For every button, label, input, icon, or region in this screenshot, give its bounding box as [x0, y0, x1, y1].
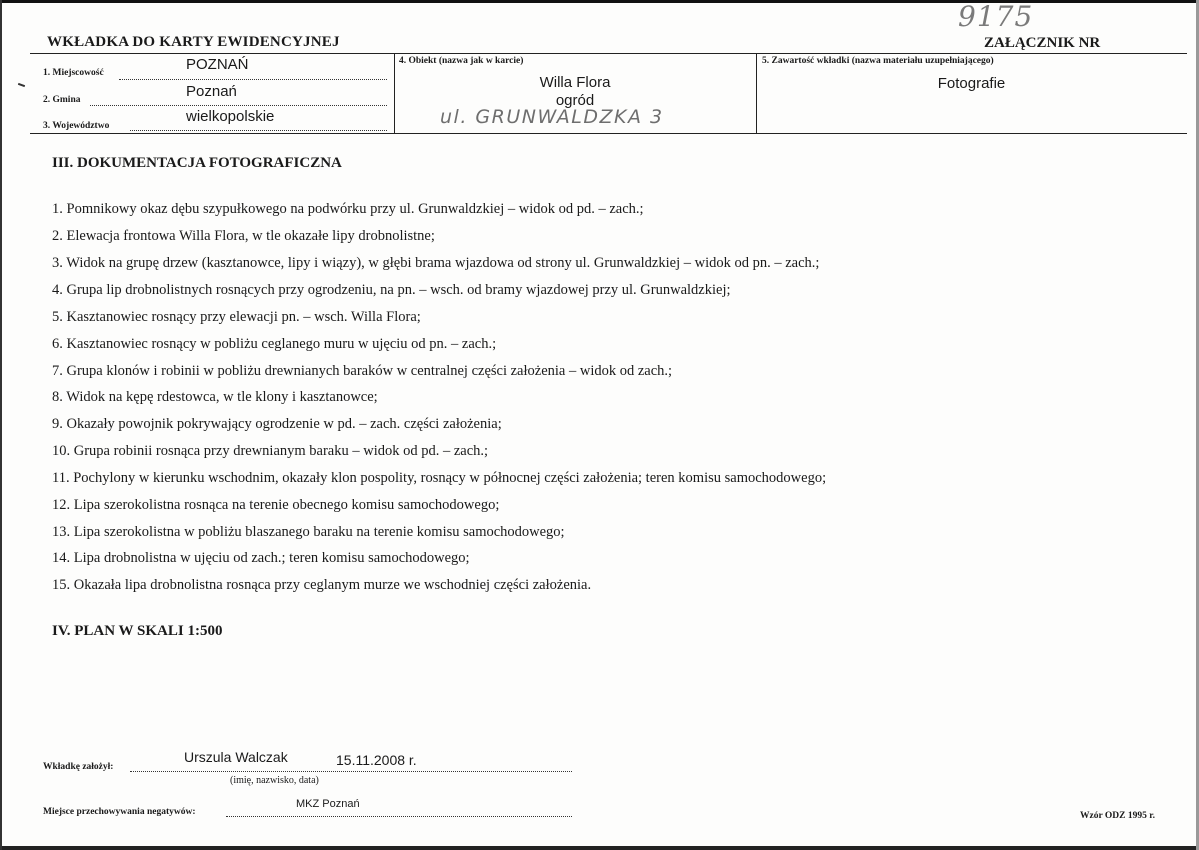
photo-list-item: 7. Grupa klonów i robinii w pobliżu drewnianych baraków w centralnej części założenia – widok od zach.;: [52, 363, 673, 379]
header-table-bottom-border: [30, 133, 1187, 134]
section-4-title: IV. PLAN W SKALI 1:500: [52, 623, 223, 639]
author-name: Urszula Walczak: [184, 749, 288, 765]
section-3-title: III. DOKUMENTACJA FOTOGRAFICZNA: [52, 155, 342, 171]
contents-label: 5. Zawartość wkładki (nazwa materiału uzupełniającego): [762, 56, 994, 66]
form-template-code: Wzór ODZ 1995 r.: [1080, 811, 1155, 821]
scan-bottom-edge: [0, 846, 1199, 850]
handwritten-object-address: ul. GRUNWALDZKA 3: [440, 106, 664, 128]
attachment-number-label: ZAŁĄCZNIK NR: [984, 35, 1101, 51]
miejscowosc-value: POZNAŃ: [186, 56, 249, 73]
photo-list-item: 6. Kasztanowiec rosnący w pobliżu ceglanego muru w ujęciu od pn. – zach.;: [52, 336, 497, 352]
gmina-value: Poznań: [186, 83, 237, 100]
author-label: Wkładkę założył:: [43, 762, 114, 772]
object-name-line-2: ogród: [555, 92, 595, 109]
document-title: WKŁADKA DO KARTY EWIDENCYJNEJ: [47, 34, 340, 50]
header-table-top-border: [30, 53, 1187, 54]
photo-list-item: 13. Lipa szerokolistna w pobliżu blaszanego baraku na terenie komisu samochodowego;: [52, 524, 565, 540]
negatives-location-value: MKZ Poznań: [296, 798, 360, 810]
object-name-line-1: Willa Flora: [539, 74, 611, 91]
author-dotted-line: [130, 771, 572, 772]
scan-left-edge: [0, 0, 2, 850]
margin-mark: [18, 83, 25, 87]
photo-list-item: 4. Grupa lip drobnolistnych rosnących przy ogrodzeniu, na pn. – wsch. od bramy wjazdowej przy ul. Grunwaldzkiej;: [52, 282, 731, 298]
photo-list-item: 8. Widok na kępę rdestowca, w tle klony i kasztanowce;: [52, 389, 378, 405]
header-table-divider-2: [756, 53, 757, 133]
photo-list-item: 3. Widok na grupę drzew (kasztanowce, lipy i wiązy), w głębi brama wjazdowa od strony ul. Grunwaldzkiej – widok od pn. – zach.;: [52, 255, 820, 271]
wojewodztwo-value: wielkopolskie: [186, 108, 275, 125]
photo-list-item: 10. Grupa robinii rosnąca przy drewnianym baraku – widok od pd. – zach.;: [52, 443, 489, 459]
miejscowosc-label: 1. Miejscowość: [43, 68, 104, 78]
wojewodztwo-label: 3. Województwo: [43, 121, 110, 131]
photo-list-item: 5. Kasztanowiec rosnący przy elewacji pn. – wsch. Willa Flora;: [52, 309, 421, 325]
negatives-location-label: Miejsce przechowywania negatywów:: [43, 807, 196, 817]
contents-value: Fotografie: [937, 75, 1006, 92]
negatives-dotted-line: [226, 816, 572, 817]
photo-list-item: 11. Pochylony w kierunku wschodnim, okazały klon pospolity, rosnący w północnej części założenia; teren komisu samochodowego;: [52, 470, 827, 486]
miejscowosc-dotted-line: [119, 79, 387, 80]
handwritten-attachment-number: 9175: [958, 0, 1034, 33]
photo-list-item: 14. Lipa drobnolistna w ujęciu od zach.; teren komisu samochodowego;: [52, 550, 470, 566]
gmina-dotted-line: [90, 105, 387, 106]
object-label: 4. Obiekt (nazwa jak w karcie): [399, 56, 524, 66]
author-field-hint: (imię, nazwisko, data): [230, 775, 319, 786]
photo-list-item: 9. Okazały powojnik pokrywający ogrodzenie w pd. – zach. części założenia;: [52, 416, 502, 432]
photo-list-item: 1. Pomnikowy okaz dębu szypułkowego na podwórku przy ul. Grunwaldzkiej – widok od pd. – zach.;: [52, 201, 644, 217]
gmina-label: 2. Gmina: [43, 95, 81, 105]
photo-list-item: 15. Okazała lipa drobnolistna rosnąca przy ceglanym murze we wschodniej części założenia.: [52, 577, 592, 593]
photo-list-item: 12. Lipa szerokolistna rosnąca na terenie obecnego komisu samochodowego;: [52, 497, 500, 513]
author-date: 15.11.2008 r.: [336, 752, 417, 768]
wojewodztwo-dotted-line: [130, 130, 387, 131]
photo-list-item: 2. Elewacja frontowa Willa Flora, w tle okazałe lipy drobnolistne;: [52, 228, 435, 244]
